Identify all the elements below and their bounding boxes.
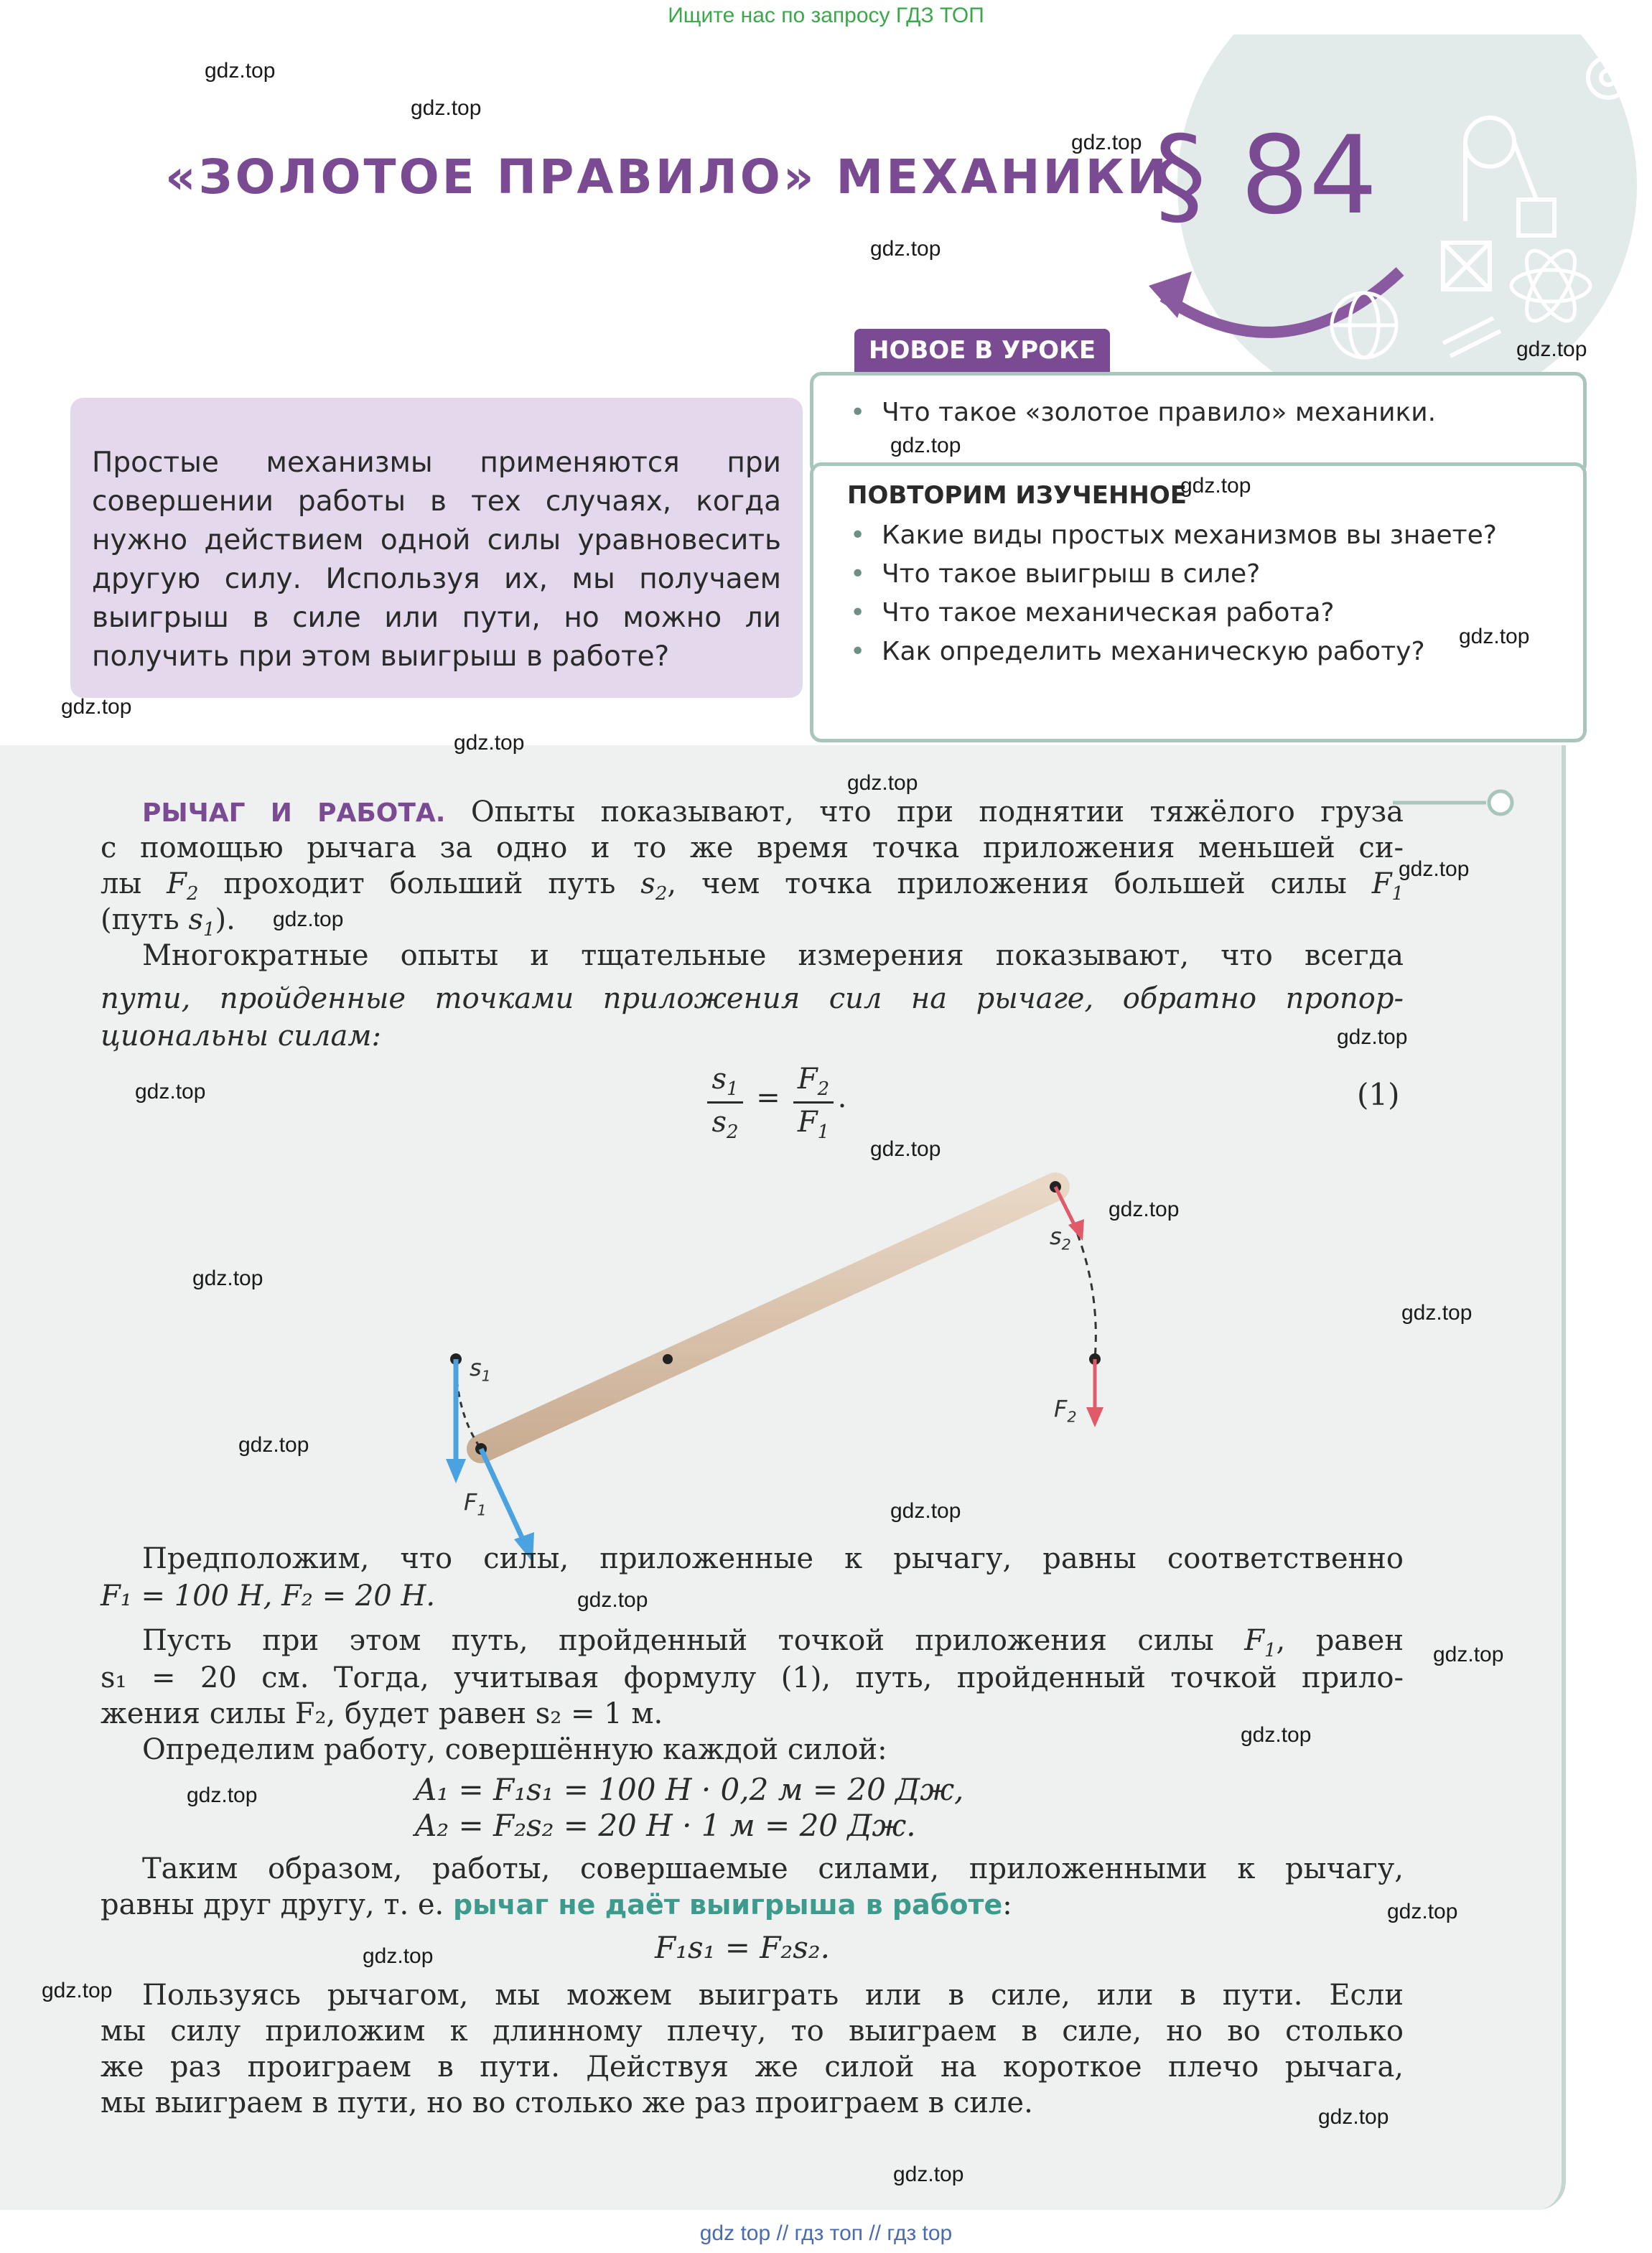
section-marker	[1393, 781, 1522, 824]
p1-line2: с помощью рычага за одно и то же время точка приложения меньшей си-	[101, 831, 1404, 864]
watermark: gdz.top	[1399, 857, 1470, 881]
p1-line3: лы $F_2$ проходит больший путь $s_2$, чем точка приложения большей силы $F_1$	[101, 867, 1404, 905]
watermark: gdz.top	[890, 434, 961, 457]
top-banner: Ищите нас по запросу ГДЗ ТОП	[668, 4, 984, 27]
watermark: gdz.top	[1109, 1198, 1180, 1221]
watermark: gdz.top	[847, 771, 918, 795]
textbook-page: «ЗОЛОТОЕ ПРАВИЛО» МЕХАНИКИ § 84 Простые механизмы применяются при совершении работы в тех случаях, когда нужно действием одной силы уравновесить другую силу. Используя их, мы получаем выигрыш в силе или пути, но можно ли получить при этом выигрыш в работе? НОВОЕ В УРОКЕ • Что такое «золотое правило» механики. ПОВТОРИМ ИЗУЧЕННОЕ • Какие виды простых механизмов вы знаете? • Что такое выигрыш в силе? • Что такое механическая работа? • Как определить механическую работу? РЫЧАГ И РАБОТА. Опыты показывают, что при поднятии тяжёлого груза с помощью рычага за одно и то же время точка приложения меньшей си- лы $F_2$ проходит больший путь $s_2$, чем точка приложения большей силы $F_1$ (путь $s_1$). Многократные опыты и тщательные измерения показывают, что всегда пути, пройденные точками приложения сил на рычаге, обратно пропор- циональны силам: $s_1$ $s_2$ = $F_2$ $F_1$ . (1) $s_2$ $s_1$ $F_2$ $F_1$ Предположим, что силы, приложенные к рычагу, равны соответственно F₁ = 100 Н, F₂ = 20 Н. Пусть при этом путь, пройденный точкой приложения силы $F_1$, равен s₁ = 20 см. Тогда, учитывая формулу (1), путь, пройденный точкой прило- жения силы F₂, будет равен s₂ = 1 м. Определим работу, совершённую каждой силой: A₁ = F₁s₁ = 100 Н · 0,2 м = 20 Дж, A₂ = F₂s₂ = 20 Н · 1 м = 20 Дж. Таким образом, работы, совершаемые силами, приложенными к рычагу, равны друг другу, т. е. рычаг не даёт выигрыша в работе: F₁s₁ = F₂s₂. Пользуясь рычагом, мы можем выиграть или в силе, или в пути. Если мы силу приложим к длинному плечу, то выиграем в силе, но во столько же раз проиграем в пути. Действуя же силой на короткое плечо рычага, мы выиграем в пути, но во столько же раз проиграем в силе. gdz.top gdz.top gdz.top gdz.top gdz.top gdz.top gdz.top gdz.top gdz.top gdz.top gdz.top gdz.top gdz.top gdz.top gdz.top gdz.top gdz.top gdz.top gdz.top gdz.top gdz.top gdz.top gdz.top gdz.top gdz.top gdz.top gdz.top gdz.top gdz.top gdz.top	[0, 34, 1652, 2214]
p3-line1: Предположим, что силы, приложенные к рычагу, равны соответственно	[142, 1542, 1404, 1575]
equation-a1: A₁ = F₁s₁ = 100 Н · 0,2 м = 20 Дж,	[415, 1772, 964, 1807]
watermark: gdz.top	[1387, 1900, 1458, 1923]
watermark: gdz.top	[1180, 474, 1251, 498]
p3-line2: F₁ = 100 Н, F₂ = 20 Н.	[101, 1580, 436, 1613]
watermark: gdz.top	[135, 1080, 206, 1104]
lever-tilted	[481, 1187, 1055, 1449]
watermark: gdz.top	[890, 1499, 961, 1523]
watermark: gdz.top	[1241, 1723, 1312, 1747]
watermark: gdz.top	[870, 237, 941, 261]
watermark: gdz.top	[1401, 1301, 1473, 1325]
p7-line4: мы выиграем в пути, но во столько же раз проиграем в силе.	[101, 2086, 1033, 2119]
p1-line1: РЫЧАГ И РАБОТА. Опыты показывают, что при поднятии тяжёлого груза	[142, 796, 1404, 829]
label-s2: $s_2$	[1050, 1223, 1071, 1254]
p7-line2: мы силу приложим к длинному плечу, то выиграем в силе, но во столько	[101, 2015, 1404, 2048]
p7-line3: же раз проиграем в пути. Действуя же силой на короткое плечо рычага,	[101, 2051, 1404, 2084]
golden-rule: рычаг не даёт выигрыша в работе	[452, 1889, 1003, 1921]
watermark: gdz.top	[1318, 2105, 1389, 2129]
watermark: gdz.top	[273, 908, 344, 931]
repeat-item: • Что такое выигрыш в силе?	[882, 559, 1260, 590]
watermark: gdz.top	[205, 59, 276, 83]
section-heading: РЫЧАГ И РАБОТА.	[142, 798, 446, 828]
new-item: • Что такое «золотое правило» механики.	[882, 397, 1436, 429]
watermark: gdz.top	[187, 1783, 258, 1807]
intro-box: Простые механизмы применяются при совершении работы в тех случаях, когда нужно действием одной силы уравновесить другую силу. Используя их, мы получаем выигрыш в силе или пути, но можно ли получить при этом выигрыш в работе?	[70, 398, 803, 698]
p2-line3: циональны силам:	[101, 1020, 381, 1053]
label-f2: $F_2$	[1054, 1395, 1077, 1426]
arc-s2	[1055, 1187, 1096, 1359]
watermark: gdz.top	[1337, 1025, 1408, 1049]
watermark: gdz.top	[870, 1137, 941, 1161]
watermark: gdz.top	[1459, 625, 1530, 648]
watermark: gdz.top	[1071, 131, 1142, 154]
p2-line2: пути, пройденные точками приложения сил на рычаге, обратно пропор-	[101, 982, 1404, 1015]
watermark: gdz.top	[192, 1267, 263, 1290]
fulcrum-point	[663, 1354, 673, 1364]
new-in-lesson-tag: НОВОЕ В УРОКЕ	[854, 329, 1110, 372]
label-s1: $s_1$	[470, 1354, 491, 1385]
label-f1: $F_1$	[464, 1488, 487, 1519]
watermark: gdz.top	[411, 96, 482, 120]
formula-1-number: (1)	[1357, 1077, 1400, 1112]
watermark: gdz.top	[1433, 1643, 1504, 1666]
lever-figure	[416, 1140, 1149, 1585]
watermark: gdz.top	[1516, 337, 1587, 361]
repeat-item: • Что такое механическая работа?	[882, 597, 1335, 629]
p6-line2: равны друг другу, т. е. рычаг не даёт выигрыша в работе:	[101, 1888, 1012, 1921]
p4-line3: жения силы F₂, будет равен s₂ = 1 м.	[101, 1697, 663, 1730]
watermark: gdz.top	[577, 1588, 648, 1612]
repeat-item: • Как определить механическую работу?	[882, 636, 1425, 668]
watermark: gdz.top	[363, 1944, 434, 1968]
p1-line4: (путь $s_1$).	[101, 903, 235, 941]
paragraph-number: § 84	[1152, 113, 1378, 238]
equation-a2: A₂ = F₂s₂ = 20 Н · 1 м = 20 Дж.	[415, 1808, 916, 1843]
p5-line: Определим работу, совершённую каждой силой:	[142, 1733, 887, 1766]
repeat-heading: ПОВТОРИМ ИЗУЧЕННОЕ	[847, 481, 1187, 510]
watermark: gdz.top	[61, 695, 132, 719]
p2-line1: Многократные опыты и тщательные измерения показывают, что всегда	[142, 939, 1404, 972]
page-title: «ЗОЛОТОЕ ПРАВИЛО» МЕХАНИКИ	[165, 149, 1170, 205]
p4-line1: Пусть при этом путь, пройденный точкой приложения силы $F_1$, равен	[142, 1624, 1404, 1661]
equation-rule: F₁s₁ = F₂s₂.	[655, 1930, 830, 1965]
watermark: gdz.top	[238, 1433, 309, 1457]
repeat-item: • Какие виды простых механизмов вы знаете?	[882, 520, 1497, 551]
watermark: gdz.top	[454, 731, 525, 755]
p7-line1: Пользуясь рычагом, мы можем выиграть или в силе, или в пути. Если	[142, 1979, 1404, 2012]
p6-line1: Таким образом, работы, совершаемые силами, приложенными к рычагу,	[142, 1852, 1404, 1885]
force-f1-arrow-tilted	[481, 1449, 524, 1542]
bottom-banner: gdz top // гдз топ // гдз top	[699, 2221, 953, 2245]
watermark: gdz.top	[893, 2163, 964, 2186]
watermark: gdz.top	[42, 1979, 113, 2002]
p4-line2: s₁ = 20 см. Тогда, учитывая формулу (1), путь, пройденный точкой прило-	[101, 1661, 1404, 1694]
